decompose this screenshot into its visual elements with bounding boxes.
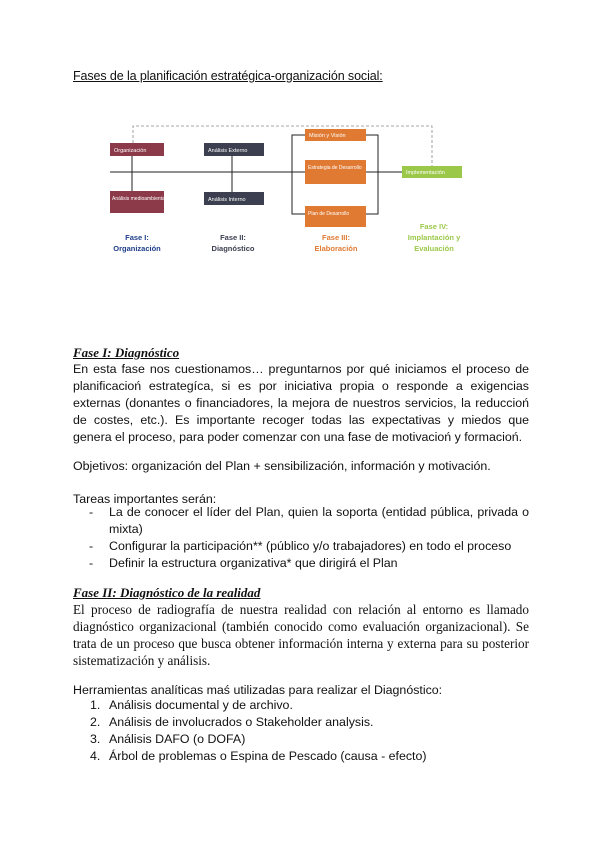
box-implementacion-label: Implementación (406, 170, 445, 176)
section-heading-fase2: Fase II: Diagnóstico de la realidad (73, 585, 261, 600)
phase3-line1: Fase III: (322, 233, 350, 242)
list-item-text: Análisis DAFO (o DOFA) (109, 732, 246, 746)
connector-elab-right (366, 135, 378, 214)
box-plan-label: Plan de Desarrollo (308, 211, 350, 217)
phase2-line2: Diagnóstico (211, 244, 255, 253)
box-analisis-ambiental-label: Análisis medioambiental (112, 196, 166, 202)
list-item-text: Árbol de problemas o Espina de Pescado (causa - efecto) (109, 749, 427, 763)
phase4-line1: Fase IV: (419, 222, 449, 231)
connector-elab-left (292, 135, 305, 214)
list-item: - La de conocer el líder del Plan, quien la soporta (entidad pública, privada o mixta) (73, 504, 529, 538)
list-item-text: Análisis de involucrados o Stakeholder analysis. (109, 715, 374, 729)
list-item (73, 731, 529, 748)
fase1-paragraph: En esta fase nos cuestionamos… preguntarnos por qué iniciamos el proceso de planificacioń estrategíca, si es por iniciativa propia o responde a exigencias externas (donantes o financiadores, la mejora de nuestros servicios, la reduccioń de costes, etc.). Es importante recoger todas las expectativas y miedos que genera el proceso, para poder comenzar con una fase de motivacioń y formacioń. (73, 362, 529, 444)
box-analisis-interno-label: Análisis Interno (208, 197, 246, 203)
list-item: - Definir la estructura organizativa* que dirigirá el Plan (73, 555, 529, 572)
phase1-line2: Organización (113, 244, 161, 253)
phase3-line2: Elaboración (314, 244, 358, 253)
fase1-objetivos: Objetivos: organización del Plan + sensibilización, información y motivación. (73, 459, 491, 473)
fase2-herramientas-intro: Herramientas analíticas maś utilizadas para realizar el Diagnóstico: (73, 683, 443, 697)
list-item (73, 714, 529, 731)
box-mision-label: Misión y Visión (309, 133, 346, 139)
list-item (73, 697, 529, 714)
list-number: 1. (90, 698, 101, 712)
phase1-line1: Fase I: (125, 233, 149, 242)
fase1-tareas-list (73, 504, 529, 572)
section-heading-fase1: Fase I: Diagnóstico (73, 345, 180, 360)
list-number: 4. (90, 749, 101, 763)
list-item: - Configurar la participación** (público y/o trabajadores) en todo el proceso (73, 538, 529, 555)
list-item (73, 748, 529, 765)
list-number: 3. (90, 732, 101, 746)
box-analisis-externo-label: Análisis Externo (208, 148, 248, 154)
list-number: 2. (90, 715, 101, 729)
fase2-paragraph: El proceso de radiografía de nuestra realidad con relación al entorno es llamado diagnóstico organizacional (también conocido como evaluación organizacional). Se trata de un proceso que busca obtener información interna y externa para su posterior sistematización y análisis. (73, 602, 529, 668)
list-item-text: Análisis documental y de archivo. (109, 698, 293, 712)
fase1-tareas-intro: Tareas importantes serán: (73, 492, 217, 506)
fase2-herramientas-list (73, 697, 529, 765)
box-estrategia (305, 160, 366, 184)
document-title: Fases de la planificación estratégica-organización social: (73, 69, 383, 83)
box-organizacion-label: Organización (114, 148, 147, 154)
phase2-line1: Fase II: (220, 233, 246, 242)
box-analisis-ambiental (110, 191, 164, 213)
dashed-frame (133, 126, 432, 168)
phase4-line2: Implantación y (407, 233, 461, 242)
planning-phases-diagram (0, 0, 600, 300)
phase4-line3: Evaluación (414, 244, 454, 253)
box-estrategia-label: Estrategia de Desarrollo (308, 165, 362, 171)
